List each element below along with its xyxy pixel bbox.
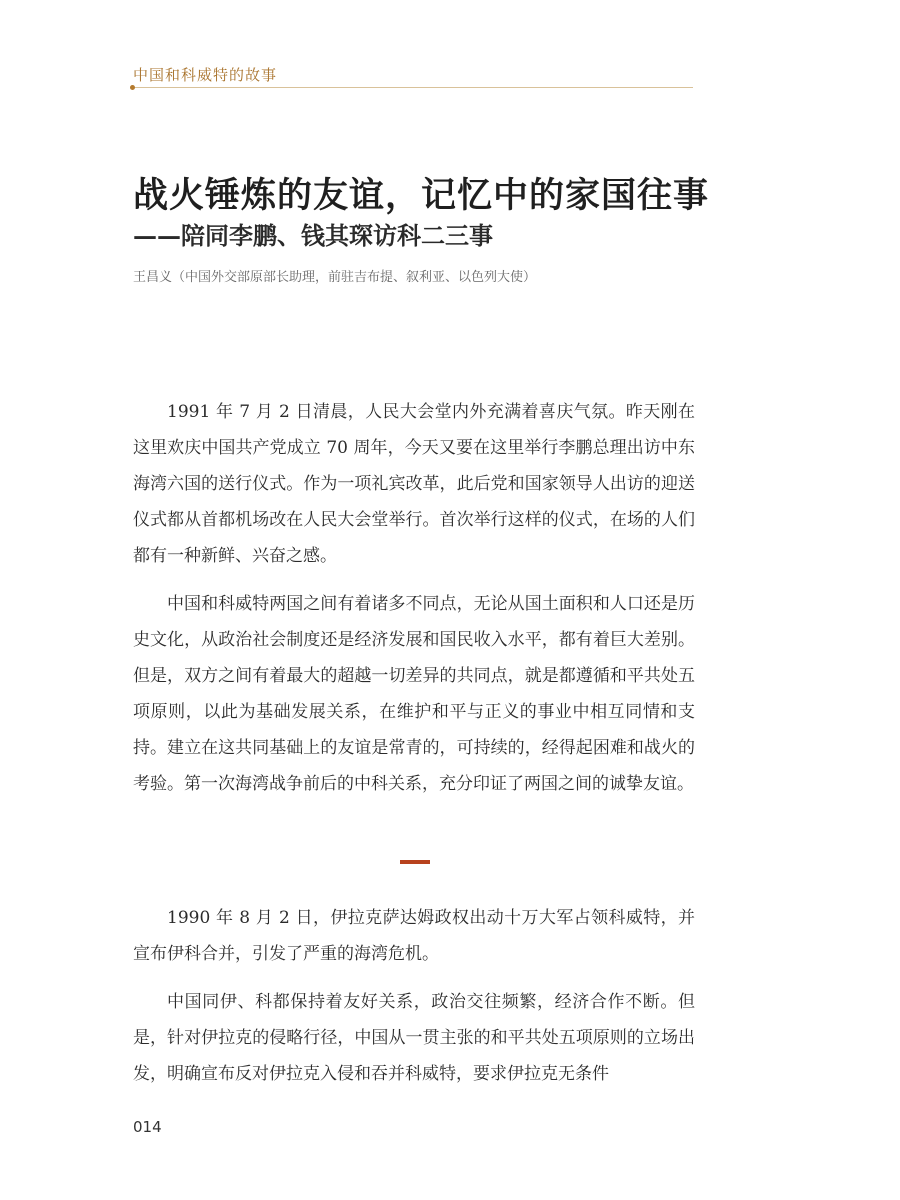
section-one-heading bbox=[400, 860, 430, 864]
paragraph: 中国同伊、科都保持着友好关系，政治交往频繁，经济合作不断。但是，针对伊拉克的侵略行径，中国从一贯主张的和平共处五项原则的立场出发，明确宣布反对伊拉克入侵和吞并科威特，要求伊拉克无条件 bbox=[133, 992, 695, 1084]
article-subtitle: ——陪同李鹏、钱其琛访科二三事 bbox=[133, 221, 493, 250]
page-number: 014 bbox=[133, 1118, 162, 1136]
running-header: 中国和科威特的故事 bbox=[133, 66, 278, 84]
paragraph: 1990 年 8 月 2 日，伊拉克萨达姆政权出动十万大军占领科威特，并宣布伊科合并，引发了严重的海湾危机。 bbox=[133, 908, 695, 964]
intro-body bbox=[133, 394, 695, 814]
header-rule bbox=[133, 87, 693, 88]
article-title: 战火锤炼的友谊，记忆中的家国往事 bbox=[133, 175, 710, 216]
header-dot bbox=[130, 85, 135, 90]
section-one-body bbox=[133, 900, 695, 1104]
article-byline: 王昌义（中国外交部原部长助理，前驻吉布提、叙利亚、以色列大使） bbox=[133, 270, 537, 285]
paragraph: 1991 年 7 月 2 日清晨，人民大会堂内外充满着喜庆气氛。昨天刚在这里欢庆中国共产党成立 70 周年，今天又要在这里举行李鹏总理出访中东海湾六国的送行仪式。作为一项礼宾改革，此后党和国家领导人出访的迎送仪式都从首都机场改在人民大会堂举行。首次举行这样的仪式，在场的人们都有一种新鲜、兴奋之感。 bbox=[133, 402, 695, 566]
paragraph: 中国和科威特两国之间有着诸多不同点，无论从国土面积和人口还是历史文化，从政治社会制度还是经济发展和国民收入水平，都有着巨大差别。但是，双方之间有着最大的超越一切差异的共同点，就是都遵循和平共处五项原则，以此为基础发展关系，在维护和平与正义的事业中相互同情和支持。建立在这共同基础上的友谊是常青的，可持续的，经得起困难和战火的考验。第一次海湾战争前后的中科关系，充分印证了两国之间的诚挚友谊。 bbox=[133, 594, 695, 794]
